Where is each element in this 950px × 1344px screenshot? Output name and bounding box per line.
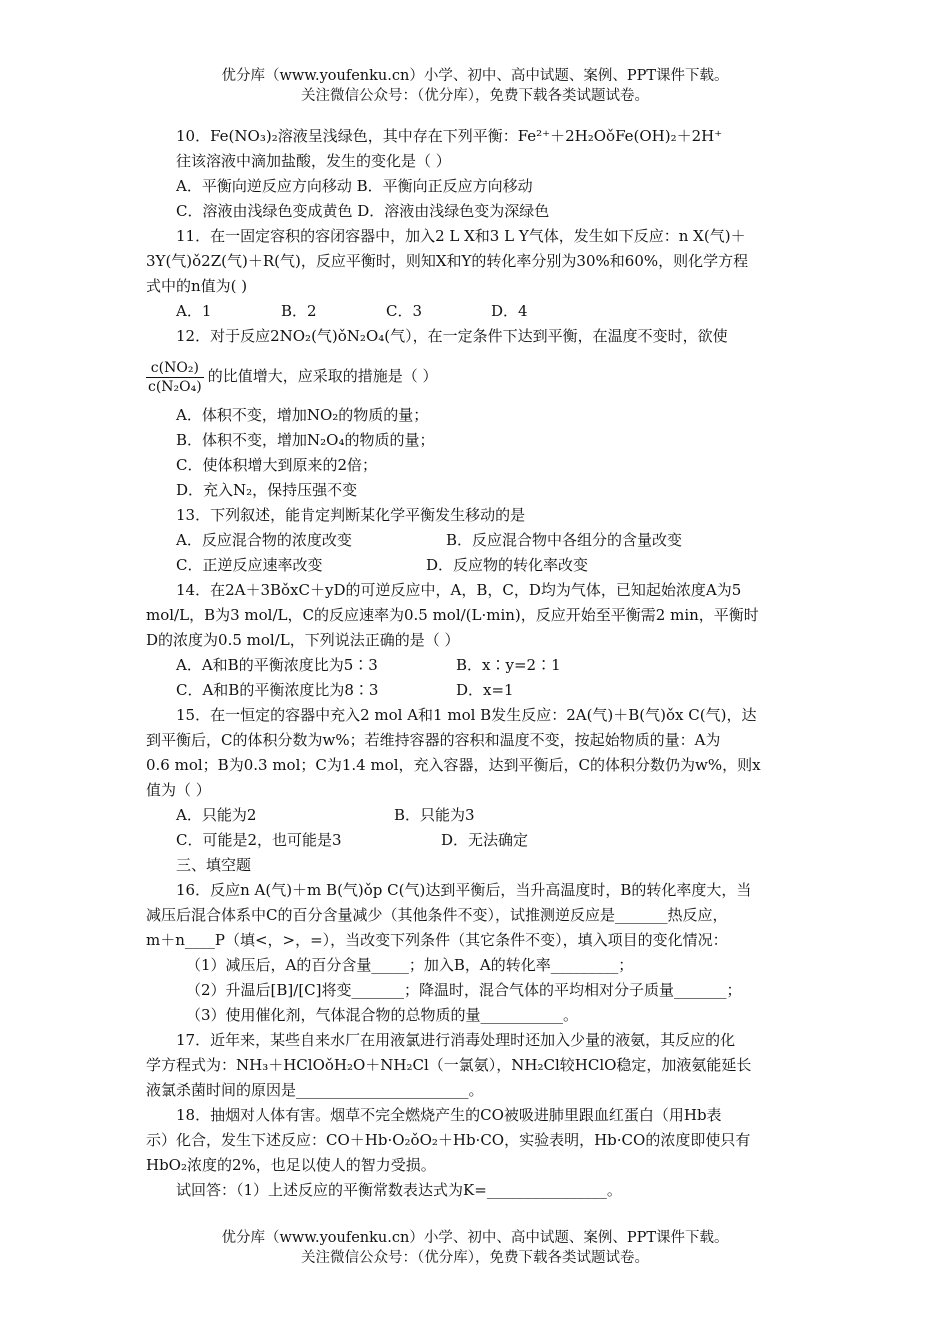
q18-line-3: HbO₂浓度的2%，也足以使人的智力受损。: [146, 1156, 436, 1174]
document-body: [146, 124, 810, 1203]
fraction-numerator: c(NO₂): [146, 359, 204, 378]
q11-option-a: A．1: [176, 302, 212, 320]
q13-options-cd: [146, 553, 810, 578]
q14-line-1: 14．在2A＋3BǒxC＋yD的可逆反应中，A，B，C，D均为气体，已知起始浓度A为5: [176, 581, 742, 599]
q16-sub-1: （1）减压后，A的百分含量_____；加入B，A的转化率_________；: [186, 956, 634, 974]
q11-option-d: D．4: [491, 302, 528, 320]
q15-options-cd: [146, 828, 810, 853]
q13-option-a: A．反应混合物的浓度改变: [176, 531, 352, 549]
q16-sub-2: （2）升温后[B]/[C]将变_______；降温时，混合气体的平均相对分子质量_______；: [186, 981, 742, 999]
q15-line-4: 值为（ ）: [146, 781, 211, 799]
q10-stem: 10．Fe(NO₃)₂溶液呈浅绿色，其中存在下列平衡：Fe²⁺＋2H₂OǒFe(OH)₂＋2H⁺: [176, 127, 723, 145]
q10-options-ab: A．平衡向逆反应方向移动 B．平衡向正反应方向移动: [176, 177, 533, 195]
q17-line-2: 学方程式为：NH₃＋HClOǒH₂O＋NH₂Cl（一氯氨），NH₂Cl较HClO稳定，加液氨能延长: [146, 1056, 752, 1074]
q16-line-3: m＋n____P（填<，>，=），当改变下列条件（其它条件不变），填入项目的变化情况：: [146, 931, 728, 949]
q12-line-2: 的比值增大，应采取的措施是（ ）: [207, 367, 438, 385]
q14-option-c: C．A和B的平衡浓度比为8∶3: [176, 681, 379, 699]
q15-line-1: 15．在一恒定的容器中充入2 mol A和1 mol B发生反应：2A(气)＋B(气)ǒx C(气)，达: [176, 706, 757, 724]
fraction-denominator: c(N₂O₄): [148, 378, 202, 395]
footer-line-1: 优分库（www.youfenku.cn）小学、初中、高中试题、案例、PPT课件下载。: [221, 1230, 729, 1246]
q12-option-a: A．体积不变，增加NO₂的物质的量；: [176, 406, 429, 424]
q15-options-ab: [146, 803, 810, 828]
q10-options-cd: C．溶液由浅绿色变成黄色 D．溶液由浅绿色变为深绿色: [176, 202, 550, 220]
q12-fraction-line: [146, 349, 810, 403]
q14-options-cd: [146, 678, 810, 703]
section-heading: 三、填空题: [176, 856, 252, 874]
q15-option-d: D．无法确定: [441, 831, 529, 849]
header-line-2: 关注微信公众号：（优分库），免费下载各类试题试卷。: [301, 88, 649, 104]
q11-line-2: 3Y(气)ǒ2Z(气)＋R(气)，反应平衡时，则知X和Y的转化率分别为30%和60%，则化学方程: [146, 252, 749, 270]
q16-sub-3: （3）使用催化剂，气体混合物的总物质的量___________。: [186, 1006, 579, 1024]
footer-line-2: 关注微信公众号：（优分库），免费下载各类试题试卷。: [301, 1250, 649, 1266]
q15-line-3: 0.6 mol；B为0.3 mol；C为1.4 mol，充入容器，达到平衡后，C的体积分数仍为w%，则x: [146, 756, 761, 774]
q10-stem-2: 往该溶液中滴加盐酸，发生的变化是（ ）: [176, 152, 451, 170]
q12-option-c: C．使体积增大到原来的2倍；: [176, 456, 378, 474]
q13-option-c: C．正逆反应速率改变: [176, 556, 323, 574]
q15-option-c: C．可能是2，也可能是3: [176, 831, 342, 849]
q17-line-3: 液氯杀菌时间的原因是_______________________。: [146, 1081, 484, 1099]
q13-option-b: B．反应混合物中各组分的含量改变: [446, 531, 683, 549]
q16-line-1: 16．反应n A(气)＋m B(气)ǒp C(气)达到平衡后，当升高温度时，B的转化率度大，当: [176, 881, 752, 899]
q11-option-b: B．2: [281, 302, 317, 320]
q13-option-d: D．反应物的转化率改变: [426, 556, 589, 574]
q13-options-ab: [146, 528, 810, 553]
q14-option-a: A．A和B的平衡浓度比为5∶3: [176, 656, 378, 674]
q11-option-c: C．3: [386, 302, 423, 320]
q13-line-1: 13．下列叙述，能肯定判断某化学平衡发生移动的是: [176, 506, 526, 524]
q14-line-2: mol/L，B为3 mol/L，C的反应速率为0.5 mol/(L·min)，反应开始至平衡需2 min，平衡时: [146, 606, 759, 624]
q12-fraction: [146, 359, 204, 396]
header-line-1: 优分库（www.youfenku.cn）小学、初中、高中试题、案例、PPT课件下载。: [221, 68, 729, 84]
q11-line-1: 11．在一固定容积的容闭容器中，加入2 L X和3 L Y气体，发生如下反应：n X(气)＋: [176, 227, 746, 245]
q14-option-b: B．x∶y=2∶1: [456, 656, 561, 674]
q12-option-d: D．充入N₂，保持压强不变: [176, 481, 358, 499]
q12-option-b: B．体积不变，增加N₂O₄的物质的量；: [176, 431, 435, 449]
q18-line-1: 18．抽烟对人体有害。烟草不完全燃烧产生的CO被吸进肺里跟血红蛋白（用Hb表: [176, 1106, 722, 1124]
q11-options: [146, 299, 810, 324]
page-header: [0, 66, 950, 106]
q15-line-2: 到平衡后，C的体积分数为w%；若维持容器的容积和温度不变，按起始物质的量：A为: [146, 731, 721, 749]
q12-line-1: 12．对于反应2NO₂(气)ǒN₂O₄(气），在一定条件下达到平衡，在温度不变时，欲使: [176, 327, 728, 345]
q14-option-d: D．x=1: [456, 681, 514, 699]
q18-line-2: 示）化合，发生下述反应：CO＋Hb·O₂ǒO₂＋Hb·CO，实验表明，Hb·CO的浓度即使只有: [146, 1131, 751, 1149]
q14-line-3: D的浓度为0.5 mol/L，下列说法正确的是（ ）: [146, 631, 460, 649]
q15-option-a: A．只能为2: [176, 806, 257, 824]
q14-options-ab: [146, 653, 810, 678]
q18-line-4: 试回答：（1）上述反应的平衡常数表达式为K=________________。: [176, 1181, 622, 1199]
q17-line-1: 17．近年来，某些自来水厂在用液氯进行消毒处理时还加入少量的液氨，其反应的化: [176, 1031, 736, 1049]
q16-line-2: 减压后混合体系中C的百分含量减少（其他条件不变），试推测逆反应是_______热反应，: [146, 906, 728, 924]
page-footer: [0, 1228, 950, 1268]
q11-line-3: 式中的n值为( ): [146, 277, 248, 295]
q15-option-b: B．只能为3: [394, 806, 475, 824]
